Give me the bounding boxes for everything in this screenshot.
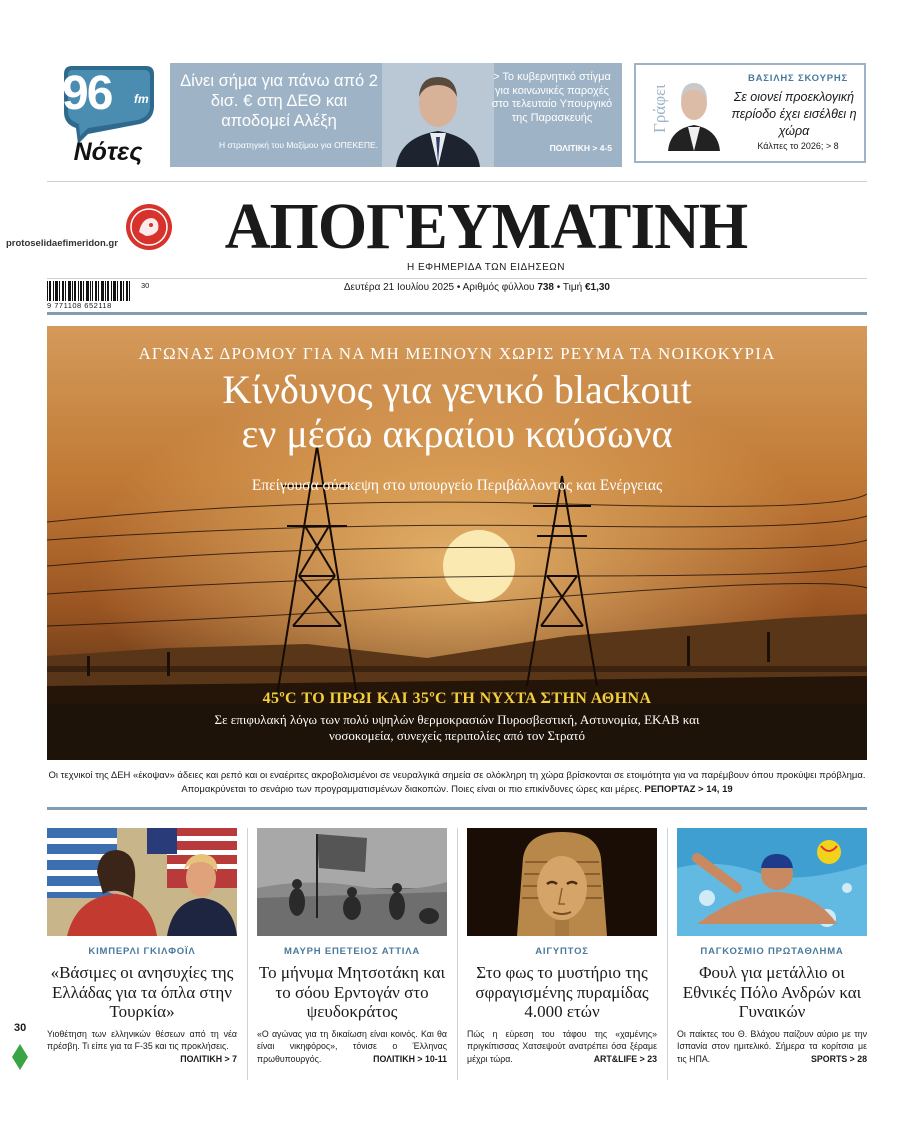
brand-emblem-icon — [124, 202, 174, 252]
story-body — [467, 1028, 657, 1066]
main-headline — [47, 368, 867, 456]
teaser-side-text: > Το κυβερνητικό στίγμα για κοινωνικές παροχές στο τελευταίο Υπουργικό της Παρασκευής — [491, 71, 613, 124]
story-title: Φουλ για μετάλλιο οι Εθνικές Πόλο Ανδρών και Γυναικών — [682, 963, 862, 1021]
dateline: Δευτέρα 21 Ιουλίου 2025 • Αριθμός φύλλου 738 • Τιμή €1,30 — [343, 282, 610, 293]
main-kicker: ΑΓΩΝΑΣ ΔΡΟΜΟΥ ΓΙΑ ΝΑ ΜΗ ΜΕΙΝΟΥΝ ΧΩΡΙΣ ΡΕΥΜΑ ΤΑ ΝΟΙΚΟΚΥΡΙΑ — [138, 344, 776, 363]
columnist-name: ΒΑΣΙΛΗΣ ΣΚΟΥΡΗΣ — [747, 73, 849, 84]
main-story[interactable] — [47, 326, 867, 760]
divider — [47, 278, 867, 279]
divider — [47, 312, 867, 315]
price-label: Τιμή — [562, 282, 583, 293]
story-label: ΜΑΥΡΗ ΕΠΕΤΕΙΟΣ ΑΤΤΙΛΑ — [283, 946, 421, 957]
price: €1,30 — [584, 282, 610, 293]
issue-label: Αριθμός φύλλου — [462, 282, 535, 293]
story-label: ΑΙΓΥΠΤΟΣ — [535, 946, 589, 957]
story-photo — [677, 828, 867, 936]
issue-date: Δευτέρα 21 Ιουλίου 2025 — [343, 282, 455, 293]
diamond-icon — [12, 1044, 28, 1070]
column-ref: Κάλπες το 2026; > 8 — [757, 141, 839, 151]
teaser-subtitle: Η στρατηγική του Μαξίμου για ΟΠΕΚΕΠΕ. — [218, 140, 378, 150]
temperature-text: Σε επιφυλακή λόγω των πολύ υψηλών θερμοκρασιών Πυροσβεστική, Αστυνομία, ΕΚΑΒ και νοσοκομεία, συνεχείς περιπολίες από τον Στρατό — [214, 712, 700, 743]
story-ref[interactable]: ΠΟΛΙΤΙΚΗ > 10-11 — [373, 1053, 447, 1064]
story-body — [47, 1028, 237, 1064]
radio-unit: fm — [134, 92, 149, 106]
historic-soldiers-photo — [257, 828, 447, 936]
water-polo-photo — [677, 828, 867, 936]
story-ref[interactable]: ART&LIFE > 23 — [593, 1053, 657, 1064]
main-subhead: Επείγουσα σύσκεψη στο υπουργείο Περιβάλλοντος και Ενέργειας — [251, 477, 663, 494]
story-photo — [47, 828, 237, 936]
main-caption — [47, 769, 867, 797]
column-divider — [457, 828, 458, 1080]
masthead-title: ΑΠΟΓΕΥΜΑΤΙΝΗ — [224, 190, 748, 263]
story-label: ΠΑΓΚΟΣΜΙΟ ΠΡΩΤΑΘΛΗΜΑ — [700, 946, 844, 957]
radio-96fm-logo — [58, 62, 158, 172]
story-title: Το μήνυμα Μητσοτάκη και το σόου Ερντογάν στο ψευδοκράτος — [258, 963, 446, 1021]
radio-name: Νότες — [73, 138, 143, 166]
main-headline-line1: Κίνδυνος για γενικό blackout — [222, 367, 692, 412]
story-photo — [257, 828, 447, 936]
teaser-title: Δίνει σήμα για πάνω από 2 δισ. € στη ΔΕΘ και αποδομεί Αλέξη — [180, 72, 378, 130]
story-body-text: Υιοθέτηση των ελληνικών θέσεων από τη νέα πρέσβη. Τι είπε για τα F-35 και τις προκλήσεις. — [47, 1028, 237, 1051]
masthead-tagline: Η ΕΦΗΜΕΡΙΔΑ ΤΩΝ ΕΙΔΗΣΕΩΝ — [406, 262, 565, 273]
source-website: protoselidaefimeridon.gr — [6, 238, 118, 249]
story-body-text: Πώς η εύρεση του τάφου της «χαμένης» πριγκίπισσας Χατσεψούτ ανατρέπει όσα ξέραμε μέχρι τώρα. — [467, 1028, 657, 1064]
story-card[interactable] — [677, 828, 867, 1065]
story-body — [257, 1028, 447, 1066]
teaser-column[interactable] — [634, 63, 866, 163]
story-body — [677, 1028, 867, 1066]
story-ref[interactable]: ΠΟΛΙΤΙΚΗ > 7 — [180, 1053, 237, 1064]
story-title: Στο φως το μυστήριο της σφραγισμένης πυραμίδας 4.000 ετών — [475, 963, 649, 1021]
columnist-photo — [666, 75, 722, 151]
story-photo — [467, 828, 657, 936]
story-body-text: Οι παίκτες του Θ. Βλάχου παίζουν αύριο με την Ισπανία στον ημιτελικό. Σήμερα τα κορίτσια με τις ΗΠΑ. — [677, 1028, 867, 1064]
main-caption-ref[interactable]: ΡΕΠΟΡΤΑΖ > 14, 19 — [644, 784, 733, 795]
divider — [47, 181, 867, 182]
pharaoh-statue-photo — [467, 828, 657, 936]
column-quote: Σε οιονεί προεκλογική περίοδο έχει εισέλθει η χώρα — [731, 90, 857, 138]
barcode-number: 9 771108 652118 — [47, 301, 112, 310]
column-divider — [247, 828, 248, 1080]
radio-number: 96 — [62, 67, 112, 120]
column-divider — [667, 828, 668, 1080]
barcode-bars — [47, 281, 131, 301]
story-body-text: «Ο αγώνας για τη δικαίωση είναι κοινός. Και θα είναι νικηφόρος», τόνισε ο Έλληνας πρωθυπουργός. — [257, 1028, 447, 1064]
teaser-ref: ΠΟΛΙΤΙΚΗ > 4-5 — [549, 143, 612, 153]
issue-number: 738 — [537, 282, 554, 293]
story-title: «Βάσιμες οι ανησυχίες της Ελλάδας για τα όπλα στην Τουρκία» — [50, 963, 234, 1021]
temperature-heading: 45ºC ΤΟ ΠΡΩΙ ΚΑΙ 35ºC ΤΗ ΝΥΧΤΑ ΣΤΗΝ ΑΘΗΝΑ — [262, 690, 652, 707]
barcode-addon: 30 — [141, 281, 150, 290]
story-card[interactable] — [47, 828, 237, 1065]
story-card[interactable] — [257, 828, 447, 1065]
ambassador-photo — [47, 828, 237, 936]
story-card[interactable] — [467, 828, 657, 1065]
main-headline-line2: εν μέσω ακραίου καύσωνα — [241, 411, 673, 456]
politician-photo — [382, 63, 494, 167]
column-label: Γράφει — [650, 84, 669, 133]
page-number: 30 — [14, 1022, 27, 1034]
story-label: ΚΙΜΠΕΡΛΙ ΓΚΙΛΦΟΪΛ — [88, 946, 196, 957]
barcode — [47, 281, 157, 311]
main-caption-text: Οι τεχνικοί της ΔΕΗ «έκοψαν» άδειες και ρεπό και οι εναέριτες ακροβολισμένοι σε νευραλγικά σημεία σε ολόκληρη τη χώρα βρίσκονται σε ετοιμότητα για να παρέμβουν όπου προκύψει πρόβλημα. Απομακρύνεται το σενάριο των προγραμματισμένων διακοπών. Ποιες είναι οι πιο επικίνδυνες ώρες και μέρες. — [48, 770, 866, 795]
teaser-politics[interactable] — [170, 63, 622, 167]
story-ref[interactable]: SPORTS > 28 — [811, 1053, 867, 1064]
divider — [47, 807, 867, 810]
